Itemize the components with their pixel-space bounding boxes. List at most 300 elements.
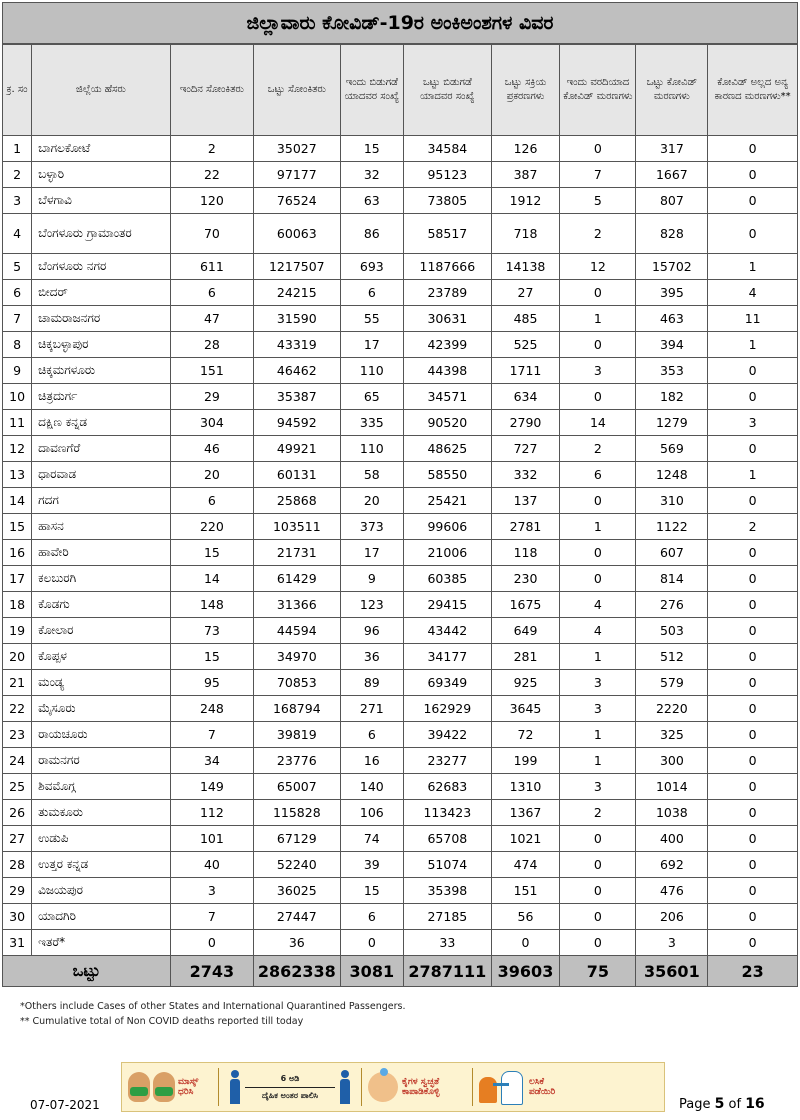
table-cell: 20	[170, 462, 253, 488]
table-cell: 110	[340, 358, 404, 384]
table-row	[3, 644, 798, 670]
table-cell: 34177	[404, 644, 492, 670]
distance-text: ದೈಹಿಕ ಅಂತರ ಪಾಲಿಸಿ	[261, 1090, 319, 1100]
table-row	[3, 930, 798, 956]
table-cell: 62683	[404, 774, 492, 800]
table-cell: 126	[491, 136, 560, 162]
table-cell: 373	[340, 514, 404, 540]
table-cell: 0	[560, 332, 636, 358]
table-cell: 0	[708, 930, 798, 956]
total-cell: 23	[708, 956, 798, 987]
table-cell: 13	[3, 462, 32, 488]
table-cell: 115828	[254, 800, 340, 826]
district-name: ಹಾವೇರಿ	[32, 540, 171, 566]
table-cell: 0	[708, 162, 798, 188]
table-cell: 1248	[636, 462, 708, 488]
table-row	[3, 462, 798, 488]
table-cell: 4	[560, 592, 636, 618]
table-cell: 95	[170, 670, 253, 696]
page-prefix: Page	[679, 1097, 711, 1112]
table-cell: 182	[636, 384, 708, 410]
table-cell: 2781	[491, 514, 560, 540]
table-cell: 634	[491, 384, 560, 410]
table-row	[3, 514, 798, 540]
vaccine-segment	[473, 1063, 575, 1111]
table-cell: 0	[560, 136, 636, 162]
table-cell: 3645	[491, 696, 560, 722]
district-name: ಉಡುಪಿ	[32, 826, 171, 852]
table-cell: 36	[254, 930, 340, 956]
table-cell: 14	[170, 566, 253, 592]
table-row	[3, 566, 798, 592]
district-name: ಧಾರವಾಡ	[32, 462, 171, 488]
face-mask-icon	[128, 1072, 150, 1102]
table-cell: 29	[170, 384, 253, 410]
table-cell: 1038	[636, 800, 708, 826]
face-mask-icon	[153, 1072, 175, 1102]
district-name: ಯಾದಗಿರಿ	[32, 904, 171, 930]
table-cell: 807	[636, 188, 708, 214]
table-cell: 17	[340, 332, 404, 358]
table-cell: 3	[708, 410, 798, 436]
table-cell: 0	[708, 696, 798, 722]
hygiene-text: ಕೈಗಳ ಸ್ವಚ್ಛತೆ ಕಾಪಾಡಿಕೊಳ್ಳಿ	[402, 1077, 440, 1097]
footnote-non-covid: ** Cumulative total of Non COVID deaths reported till today	[20, 1016, 304, 1027]
table-cell: 2	[708, 514, 798, 540]
table-cell: 300	[636, 748, 708, 774]
table-cell: 34	[170, 748, 253, 774]
district-name: ರಾಯಚೂರು	[32, 722, 171, 748]
table-cell: 34584	[404, 136, 492, 162]
table-cell: 30631	[404, 306, 492, 332]
table-cell: 7	[560, 162, 636, 188]
column-header: ಒಟ್ಟು ಬಿಡುಗಡೆ ಯಾದವರ ಸಂಖ್ಯೆ	[404, 45, 492, 136]
table-cell: 15702	[636, 254, 708, 280]
table-cell: 0	[708, 670, 798, 696]
table-cell: 0	[560, 878, 636, 904]
table-cell: 3	[560, 670, 636, 696]
table-row	[3, 722, 798, 748]
table-row	[3, 214, 798, 254]
district-name: ಇತರೆ*	[32, 930, 171, 956]
total-cell: 2743	[170, 956, 253, 987]
table-cell: 400	[636, 826, 708, 852]
table-cell: 3	[170, 878, 253, 904]
table-cell: 27	[491, 280, 560, 306]
table-cell: 0	[708, 722, 798, 748]
table-cell: 43442	[404, 618, 492, 644]
table-cell: 44594	[254, 618, 340, 644]
table-cell: 73805	[404, 188, 492, 214]
table-cell: 6	[560, 462, 636, 488]
table-cell: 394	[636, 332, 708, 358]
table-cell: 0	[170, 930, 253, 956]
table-cell: 2	[560, 436, 636, 462]
table-cell: 39819	[254, 722, 340, 748]
table-cell: 1014	[636, 774, 708, 800]
table-cell: 325	[636, 722, 708, 748]
table-cell: 476	[636, 878, 708, 904]
table-cell: 106	[340, 800, 404, 826]
table-cell: 4	[708, 280, 798, 306]
total-cell: 39603	[491, 956, 560, 987]
table-header-row	[3, 45, 798, 136]
table-cell: 31590	[254, 306, 340, 332]
table-cell: 317	[636, 136, 708, 162]
table-cell: 0	[708, 384, 798, 410]
table-cell: 0	[708, 540, 798, 566]
table-row	[3, 254, 798, 280]
column-header: ಕ್ರ. ಸಂ	[3, 45, 32, 136]
table-cell: 0	[708, 592, 798, 618]
distance-feet: 6 ಅಡಿ	[280, 1073, 300, 1083]
table-cell: 0	[560, 540, 636, 566]
table-cell: 1187666	[404, 254, 492, 280]
table-cell: 65	[340, 384, 404, 410]
table-cell: 34970	[254, 644, 340, 670]
table-cell: 28	[3, 852, 32, 878]
district-name: ಬೆಳಗಾವಿ	[32, 188, 171, 214]
district-name: ಬಳ್ಳಾರಿ	[32, 162, 171, 188]
table-cell: 43319	[254, 332, 340, 358]
table-cell: 70853	[254, 670, 340, 696]
table-cell: 27	[3, 826, 32, 852]
table-cell: 0	[708, 358, 798, 384]
column-header: ಇಂದು ವರದಿಯಾದ ಕೋವಿಡ್ ಮರಣಗಳು	[560, 45, 636, 136]
table-cell: 73	[170, 618, 253, 644]
table-cell: 0	[560, 826, 636, 852]
table-cell: 0	[708, 748, 798, 774]
column-header: ಇಂದು ಬಿಡುಗಡೆ ಯಾದವರ ಸಂಖ್ಯೆ	[340, 45, 404, 136]
table-row	[3, 696, 798, 722]
table-cell: 27185	[404, 904, 492, 930]
table-cell: 335	[340, 410, 404, 436]
table-cell: 58517	[404, 214, 492, 254]
table-cell: 276	[636, 592, 708, 618]
table-cell: 72	[491, 722, 560, 748]
table-cell: 1	[560, 644, 636, 670]
table-cell: 60063	[254, 214, 340, 254]
table-cell: 168794	[254, 696, 340, 722]
total-cell: 2787111	[404, 956, 492, 987]
district-name: ಕೋಲಾರ	[32, 618, 171, 644]
table-cell: 67129	[254, 826, 340, 852]
table-cell: 32	[340, 162, 404, 188]
table-cell: 271	[340, 696, 404, 722]
table-cell: 14138	[491, 254, 560, 280]
table-cell: 31366	[254, 592, 340, 618]
table-row	[3, 826, 798, 852]
table-cell: 24215	[254, 280, 340, 306]
table-cell: 94592	[254, 410, 340, 436]
table-cell: 21006	[404, 540, 492, 566]
table-cell: 22	[3, 696, 32, 722]
table-cell: 95123	[404, 162, 492, 188]
table-cell: 0	[560, 280, 636, 306]
table-cell: 60385	[404, 566, 492, 592]
table-cell: 21731	[254, 540, 340, 566]
table-cell: 16	[3, 540, 32, 566]
district-name: ಮೈಸೂರು	[32, 696, 171, 722]
table-cell: 99606	[404, 514, 492, 540]
table-cell: 1367	[491, 800, 560, 826]
mask-text: ಮಾಸ್ಕ್ ಧರಿಸಿ	[178, 1077, 199, 1097]
table-row	[3, 358, 798, 384]
district-name: ಕಲಬುರಗಿ	[32, 566, 171, 592]
table-cell: 14	[560, 410, 636, 436]
table-cell: 11	[708, 306, 798, 332]
table-cell: 0	[708, 878, 798, 904]
table-cell: 0	[708, 852, 798, 878]
district-name: ಕೊಪ್ಪಳ	[32, 644, 171, 670]
table-cell: 304	[170, 410, 253, 436]
mask-segment	[122, 1063, 218, 1111]
district-name: ಕೊಡಗು	[32, 592, 171, 618]
district-name: ಶಿವಮೊಗ್ಗ	[32, 774, 171, 800]
table-cell: 3	[636, 930, 708, 956]
table-cell: 113423	[404, 800, 492, 826]
district-name: ಬೆಂಗಳೂರು ಗ್ರಾಮಾಂತರ	[32, 214, 171, 254]
table-cell: 29	[3, 878, 32, 904]
table-cell: 693	[340, 254, 404, 280]
table-cell: 525	[491, 332, 560, 358]
table-cell: 199	[491, 748, 560, 774]
table-cell: 1	[560, 306, 636, 332]
table-cell: 4	[3, 214, 32, 254]
covid-guidelines-banner	[121, 1062, 665, 1112]
table-cell: 1122	[636, 514, 708, 540]
table-cell: 61429	[254, 566, 340, 592]
table-cell: 1	[708, 332, 798, 358]
total-cell: 75	[560, 956, 636, 987]
table-cell: 0	[340, 930, 404, 956]
table-cell: 1310	[491, 774, 560, 800]
table-row	[3, 774, 798, 800]
district-name: ಉತ್ತರ ಕನ್ನಡ	[32, 852, 171, 878]
table-cell: 0	[708, 904, 798, 930]
table-cell: 11	[3, 410, 32, 436]
table-cell: 58	[340, 462, 404, 488]
table-cell: 49921	[254, 436, 340, 462]
district-name: ಚಿತ್ರದುರ್ಗ	[32, 384, 171, 410]
table-row	[3, 332, 798, 358]
table-row	[3, 618, 798, 644]
report-title: ಜಿಲ್ಲಾವಾರು ಕೋವಿಡ್-19ರ ಅಂಕಿಅಂಶಗಳ ವಿವರ	[2, 2, 798, 44]
table-cell: 3	[560, 774, 636, 800]
table-cell: 6	[170, 280, 253, 306]
table-cell: 5	[560, 188, 636, 214]
total-row	[3, 956, 798, 987]
table-cell: 230	[491, 566, 560, 592]
table-cell: 2	[560, 800, 636, 826]
table-cell: 21	[3, 670, 32, 696]
table-cell: 48625	[404, 436, 492, 462]
table-cell: 1217507	[254, 254, 340, 280]
table-cell: 828	[636, 214, 708, 254]
table-cell: 137	[491, 488, 560, 514]
table-cell: 42399	[404, 332, 492, 358]
column-header: ಒಟ್ಟು ಕೋವಿಡ್ ಮರಣಗಳು	[636, 45, 708, 136]
table-cell: 25	[3, 774, 32, 800]
table-cell: 26	[3, 800, 32, 826]
table-row	[3, 540, 798, 566]
table-row	[3, 670, 798, 696]
person-icon	[229, 1070, 241, 1104]
table-cell: 2	[170, 136, 253, 162]
table-cell: 718	[491, 214, 560, 254]
table-cell: 512	[636, 644, 708, 670]
table-row	[3, 800, 798, 826]
table-cell: 15	[340, 878, 404, 904]
page-number	[679, 1096, 765, 1112]
column-header: ಒಟ್ಟು ಸಕ್ರಿಯ ಪ್ರಕರಣಗಳು	[491, 45, 560, 136]
table-cell: 332	[491, 462, 560, 488]
table-cell: 65708	[404, 826, 492, 852]
table-cell: 151	[491, 878, 560, 904]
table-cell: 25868	[254, 488, 340, 514]
table-cell: 140	[340, 774, 404, 800]
footnote-others: *Others include Cases of other States and International Quarantined Passengers.	[20, 1001, 406, 1012]
table-cell: 74	[340, 826, 404, 852]
table-cell: 90520	[404, 410, 492, 436]
table-cell: 120	[170, 188, 253, 214]
table-row	[3, 488, 798, 514]
page-current: 5	[714, 1096, 725, 1112]
table-row	[3, 878, 798, 904]
table-cell: 35387	[254, 384, 340, 410]
table-cell: 310	[636, 488, 708, 514]
table-cell: 69349	[404, 670, 492, 696]
district-name: ರಾಮನಗರ	[32, 748, 171, 774]
district-name: ಚಾಮರಾಜನಗರ	[32, 306, 171, 332]
table-cell: 34571	[404, 384, 492, 410]
table-cell: 23776	[254, 748, 340, 774]
table-cell: 1	[3, 136, 32, 162]
table-cell: 25421	[404, 488, 492, 514]
table-cell: 19	[3, 618, 32, 644]
table-cell: 0	[708, 188, 798, 214]
table-cell: 10	[3, 384, 32, 410]
district-name: ಚಿಕ್ಕಬಳ್ಳಾಪುರ	[32, 332, 171, 358]
table-cell: 15	[170, 644, 253, 670]
total-label: ಒಟ್ಟು	[3, 956, 171, 987]
district-name: ಬಾಗಲಕೋಟೆ	[32, 136, 171, 162]
total-cell: 3081	[340, 956, 404, 987]
table-cell: 0	[708, 214, 798, 254]
table-cell: 123	[340, 592, 404, 618]
table-cell: 0	[708, 618, 798, 644]
table-cell: 281	[491, 644, 560, 670]
table-cell: 96	[340, 618, 404, 644]
table-cell: 611	[170, 254, 253, 280]
table-cell: 39	[340, 852, 404, 878]
table-cell: 36	[340, 644, 404, 670]
table-cell: 4	[560, 618, 636, 644]
table-cell: 18	[3, 592, 32, 618]
vaccine-text: ಲಸಿಕೆ ಪಡೆಯಿರಿ	[529, 1077, 556, 1097]
table-cell: 47	[170, 306, 253, 332]
district-name: ಗದಗ	[32, 488, 171, 514]
table-row	[3, 306, 798, 332]
table-row	[3, 162, 798, 188]
table-cell: 89	[340, 670, 404, 696]
district-name: ಬೀದರ್	[32, 280, 171, 306]
table-cell: 0	[560, 930, 636, 956]
table-cell: 7	[3, 306, 32, 332]
table-cell: 6	[340, 722, 404, 748]
person-icon	[339, 1070, 351, 1104]
table-cell: 248	[170, 696, 253, 722]
table-cell: 1	[708, 462, 798, 488]
column-header: ಒಟ್ಟು ಸೋಂಕಿತರು	[254, 45, 340, 136]
table-cell: 15	[170, 540, 253, 566]
table-cell: 727	[491, 436, 560, 462]
table-cell: 20	[340, 488, 404, 514]
table-cell: 6	[170, 488, 253, 514]
table-cell: 70	[170, 214, 253, 254]
district-name: ತುಮಕೂರು	[32, 800, 171, 826]
handwash-icon	[368, 1072, 398, 1102]
table-cell: 46	[170, 436, 253, 462]
total-cell: 2862338	[254, 956, 340, 987]
table-row	[3, 136, 798, 162]
table-cell: 9	[340, 566, 404, 592]
table-cell: 151	[170, 358, 253, 384]
table-cell: 0	[491, 930, 560, 956]
table-cell: 9	[3, 358, 32, 384]
table-cell: 28	[170, 332, 253, 358]
page-total: 16	[745, 1096, 765, 1112]
table-row	[3, 436, 798, 462]
table-cell: 86	[340, 214, 404, 254]
district-name: ದಾವಣಗೆರೆ	[32, 436, 171, 462]
table-cell: 1	[560, 722, 636, 748]
table-cell: 27447	[254, 904, 340, 930]
table-cell: 1021	[491, 826, 560, 852]
table-cell: 39422	[404, 722, 492, 748]
table-cell: 0	[708, 566, 798, 592]
table-cell: 51074	[404, 852, 492, 878]
table-cell: 29415	[404, 592, 492, 618]
table-cell: 1	[560, 748, 636, 774]
table-cell: 36025	[254, 878, 340, 904]
table-cell: 3	[3, 188, 32, 214]
table-cell: 76524	[254, 188, 340, 214]
table-cell: 55	[340, 306, 404, 332]
table-cell: 0	[560, 488, 636, 514]
table-cell: 0	[560, 904, 636, 930]
table-cell: 0	[708, 774, 798, 800]
column-header: ಇಂದಿನ ಸೋಂಕಿತರು	[170, 45, 253, 136]
vaccination-icon	[479, 1069, 525, 1105]
table-cell: 112	[170, 800, 253, 826]
table-cell: 6	[340, 904, 404, 930]
table-cell: 24	[3, 748, 32, 774]
page-of: of	[728, 1097, 742, 1112]
table-cell: 97177	[254, 162, 340, 188]
table-cell: 0	[708, 644, 798, 670]
table-cell: 35027	[254, 136, 340, 162]
table-cell: 20	[3, 644, 32, 670]
table-cell: 0	[708, 800, 798, 826]
table-cell: 103511	[254, 514, 340, 540]
distance-segment	[219, 1063, 361, 1111]
table-cell: 2790	[491, 410, 560, 436]
table-cell: 148	[170, 592, 253, 618]
table-cell: 23789	[404, 280, 492, 306]
table-cell: 1279	[636, 410, 708, 436]
table-cell: 220	[170, 514, 253, 540]
